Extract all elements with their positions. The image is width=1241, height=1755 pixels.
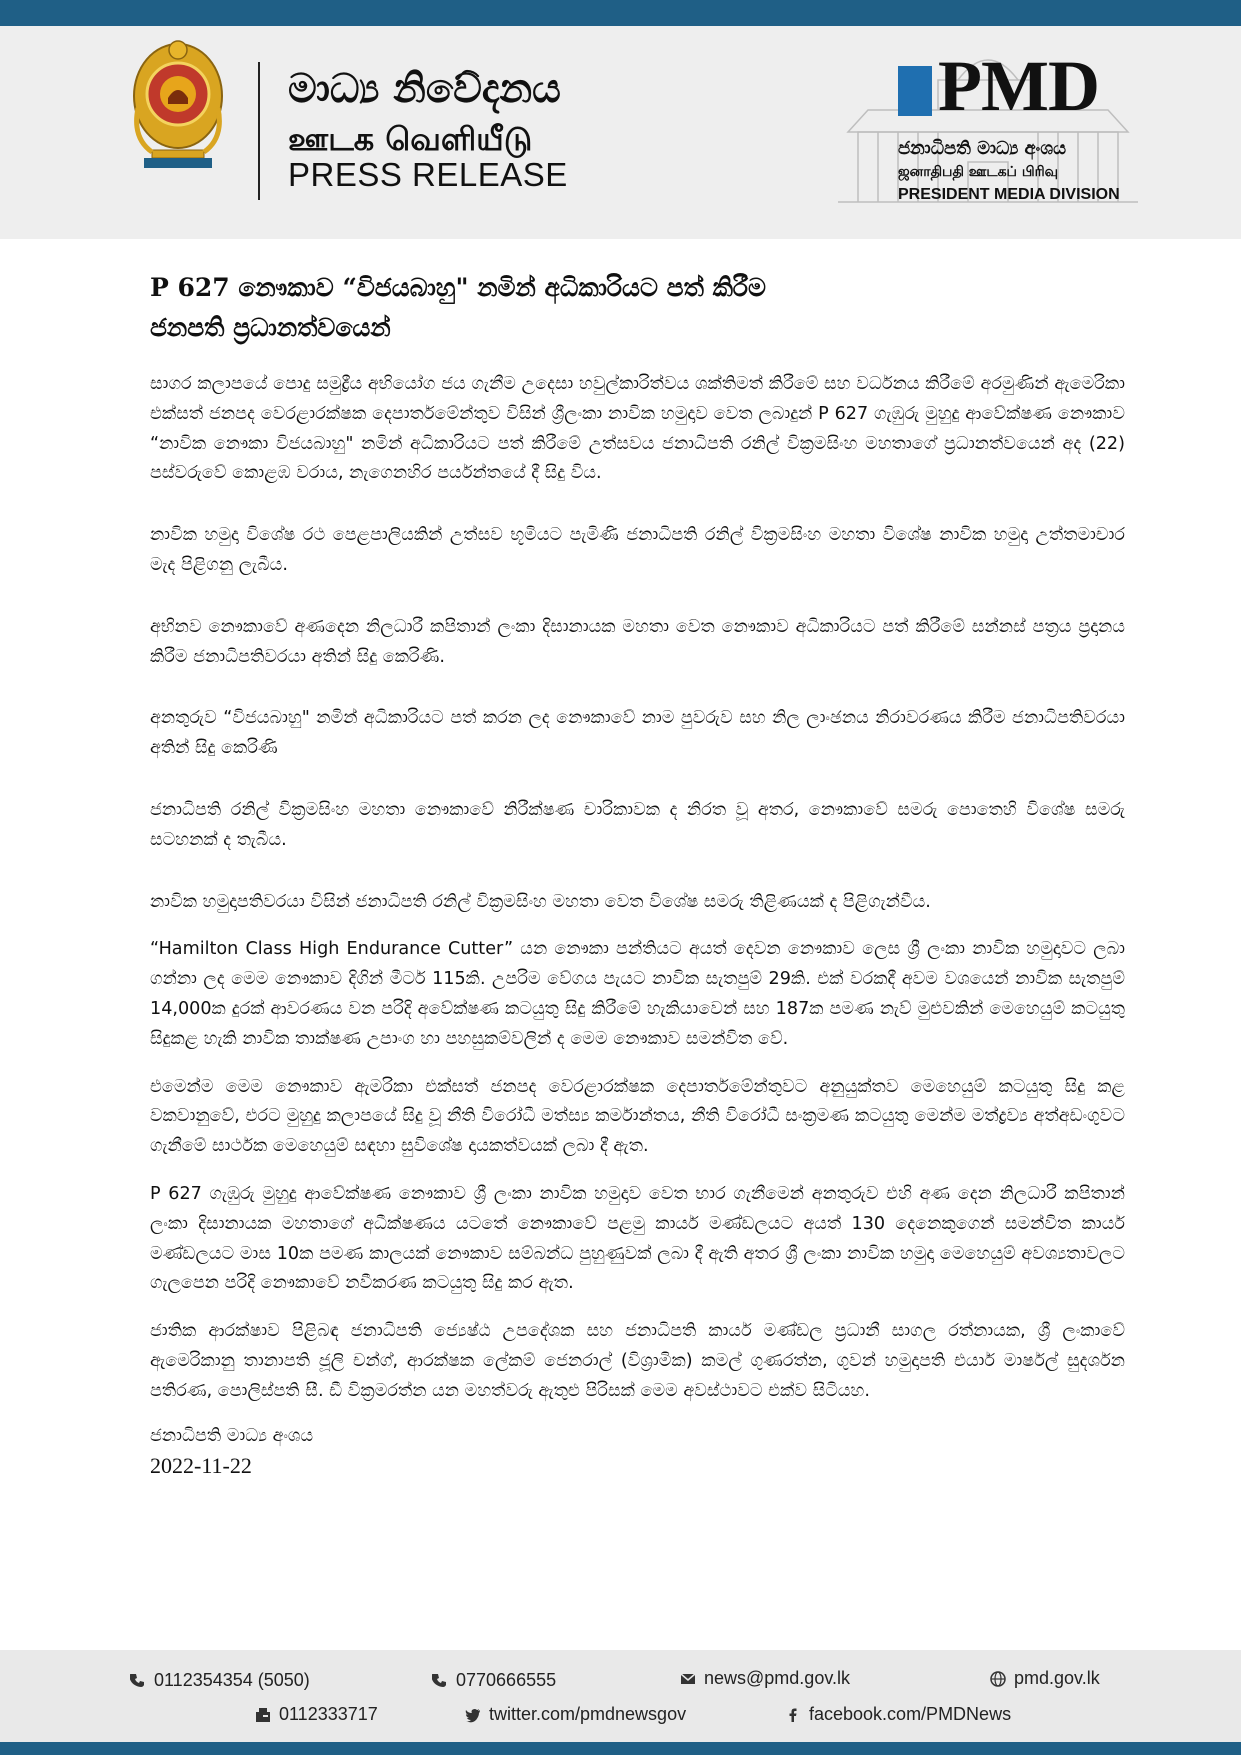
national-emblem-icon [130,38,226,178]
contact-fax [255,1704,378,1725]
heading-line-1: P 627 නෞකාව “විජයබාහු" නමින් අධිකාරියට පත් කිරීම [150,273,766,302]
twitter-icon [465,1707,481,1723]
pmd-logo-mark [898,66,932,116]
paragraph-6: නාවික හමුදාපතිවරයා විසින් ජනාධිපති රනිල් වික්‍රමසිංහ මහතා වෙත විශේෂ සමරු තිළිණයක් ද පිළිගැන්වීය. [150,891,931,912]
paragraph-2: නාවික හමුදා විශේෂ රථ පෙළපාලියකින් උත්සව භූමියට පැමිණි ජනාධිපති රනිල් වික්‍රමසිංහ මහතා විශේෂ නාවික හමුදා උත්තමාචාර මැද පිළිගනු ලැබීය. [150,525,1125,575]
facebook-text[interactable]: facebook.com/PMDNews [809,1704,1012,1724]
paragraph-7: “Hamilton Class High Endurance Cutter” යන නෞකා පන්තියට අයත් දෙවන නෞකාව ලෙස ශ්‍රී ලංකා නාවික හමුදාවට ලබා ගන්නා ලද මෙම නෞකාව දිගින් මීටර් 115කි. උපරිම වේගය පැයට නාවික සැතපුම් 29කි. එක් වරකදී අවම වශයෙන් නාවික සැතපුම් 14,000ක දුරක් ආවරණය වන පරිදි අවේක්ෂණ කටයුතු සිදු කිරීමේ හැකියාවෙන් සහ 187ක පමණ නැව් මුළුවකින් මෙහෙයුම් කටයුතු සිදුකළ හැකි නාවික තාක්ෂණ උපාංග හා පහසුකම්වලින් ද මෙම නෞකාව සමන්විත වේ. [150,939,1125,1049]
title-english: PRESS RELEASE [288,156,568,193]
division-sinhala: ජනාධිපති මාධ්‍ය අංශය [898,138,1067,159]
release-date: 2022-11-22 [150,1452,252,1478]
division-tamil: ஜனாதிபதி ஊடகப் பிரிவு [898,164,1059,180]
article-heading [150,268,1110,348]
pmd-logo-text: PMD [938,46,1099,126]
paragraph-8: එමෙන්ම මෙම නෞකාව ඇමරිකා එක්සත් ජනපද වෙරළාරක්ෂක දෙපාර්තමේන්තුවට අනුයුක්තව මෙහෙයුම් කටයුතු සිදු කළ වකවානුවේ, එරට මුහුදු කලාපයේ සිදු වූ නීති විරෝධී මත්ස්‍ය කර්මාන්තය, නීති විරෝධී සංක්‍රමණ කටයුතු මෙන්ම මත්ද්‍රව්‍ය අත්අඩංගුවට ගැනීමේ සාර්ථක මෙහෙයුම් සඳහා සුවිශේෂ දායකත්වයක් ලබා දී ඇත. [150,1076,1125,1157]
contact-phone-2 [432,1670,556,1691]
email-icon [680,1671,696,1687]
contact-phone-1 [130,1670,310,1691]
paragraph-1: සාගර කලාපයේ පොදු සමුද්‍රීය අභියෝග ජය ගැනීම උදෙසා හවුල්කාරිත්වය ශක්තිමත් කිරීමේ සහ වර්ධනය කිරීමේ අරමුණින් ඇමෙරිකා එක්සත් ජනපද වෙරළාරක්ෂක දෙපාර්තමේන්තුව විසින් ශ්‍රීලංකා නාවික හමුදාව වෙත ලබාදුන් P 627 ගැඹුරු මුහුදු ආවේක්ෂණ නෞකාව “නාවික නෞකා විජයබාහු" නමින් අධිකාරියට පත් කිරීමේ උත්සවය ජනාධිපති රනිල් වික්‍රමසිංහ මහතාගේ ප්‍රධානත්වයෙන් අද (22) පස්වරුවේ කොළඹ වරාය, නැගෙනහිර පර්යන්තයේ දී සිදු විය. [150,374,1125,484]
contact-twitter[interactable] [465,1704,686,1725]
website-text[interactable]: pmd.gov.lk [1014,1668,1100,1688]
phone-1-text: 0112354354 (5050) [154,1670,310,1690]
header-divider [258,62,260,200]
phone-icon [130,1673,146,1689]
facebook-icon [785,1707,801,1723]
fax-text: 0112333717 [279,1704,378,1724]
paragraph-10: ජාතික ආරක්ෂාව පිළිබඳ ජනාධිපති ජ්‍යෙෂ්ඨ උපදේශක සහ ජනාධිපති කාර්ය මණ්ඩල ප්‍රධානී සාගල රත්නායක, ශ්‍රී ලංකාවේ ඇමෙරිකානු තානාපති ජූලි චන්ග්, ආරක්ෂක ලේකම් ජෙනරාල් (විශ්‍රාමික) කමල් ගුණරත්න, ගුවන් හමුදාපති එයාර් මාර්ෂල් සුදර්ශන පතිරණ, පොලිස්පති සී. ඩී වික්‍රමරත්න යන මහත්වරු ඇතුළු පිරිසක් මෙම අවස්ථාවට එක්ව සිටියහ. [150,1321,1125,1401]
fax-icon [255,1707,271,1723]
phone-2-text: 0770666555 [456,1670,557,1690]
globe-icon [990,1671,1006,1687]
twitter-text[interactable]: twitter.com/pmdnewsgov [489,1704,687,1724]
paragraph-4: අනතුරුව “විජයබාහු" නමින් අධිකාරියට පත් කරන ලද නෞකාවේ නාම පුවරුව සහ නිල ලාංඡනය නිරාවරණය කිරීම ජනාධිපතිවරයා අතින් සිදු කෙරිණි [150,708,1125,759]
title-sinhala: මාධ්‍ය නිවේදනය [288,66,561,112]
division-english: PRESIDENT MEDIA DIVISION [898,186,1120,203]
contact-website[interactable] [990,1668,1100,1689]
email-text[interactable]: news@pmd.gov.lk [704,1668,850,1688]
paragraph-3: අභිනව නෞකාවේ අණදෙන නිලධාරී කපිතාන් ලංකා දිසානායක මහතා වෙත නෞකාව අධිකාරියට පත් කිරීමේ සන්නස් පත්‍රය ප්‍රදානය කිරීම ජනාධිපතිවරයා අතින් සිදු කෙරිණි. [150,616,1125,667]
title-tamil: ஊடக வெளியீடு [288,120,533,158]
top-bar [0,0,1241,26]
bottom-bar [0,1742,1241,1755]
phone-icon [432,1673,448,1689]
signature: ජනාධිපති මාධ්‍ය අංශය [150,1425,314,1446]
footer [0,1650,1241,1742]
paragraph-9: P 627 ගැඹුරු මුහුදු ආවේක්ෂණ නෞකාව ශ්‍රී ලංකා නාවික හමුදාව වෙත භාර ගැනීමෙන් අනතුරුව එහි අණ දෙන නිලධාරී කපිතාන් ලංකා දිසානායක මහතාගේ අධීක්ෂණය යටතේ නෞකාවේ පළමු කාර්ය මණ්ඩලයට අයත් 130 දෙනෙකුගෙන් සමන්විත කාර්ය මණ්ඩලයට මාස 10ක පමණ කාලයක් නෞකාව සම්බන්ධ පුහුණුවක් ලබා දී ඇති අතර ශ්‍රී ලංකා නාවික හමුදා මෙහෙයුම් අවශ්‍යතාවලට ගැලපෙන පරිදි නෞකාවේ නවීකරණ කටයුතු සිදු කර ඇත. [150,1183,1125,1294]
article-body [150,370,1125,1481]
heading-line-2: ජනපති ප්‍රධානත්වයෙන් [150,313,391,342]
paragraph-5: ජනාධිපති රනිල් වික්‍රමසිංහ මහතා නෞකාවේ නිරීක්ෂණ චාරිකාවක ද නිරත වූ අතර, නෞකාවේ සමරු පොතෙහි විශේෂ සමරු සටහනක් ද තැබීය. [150,799,1125,850]
contact-facebook[interactable] [785,1704,1011,1725]
letterhead [0,26,1241,239]
contact-email[interactable] [680,1668,850,1689]
